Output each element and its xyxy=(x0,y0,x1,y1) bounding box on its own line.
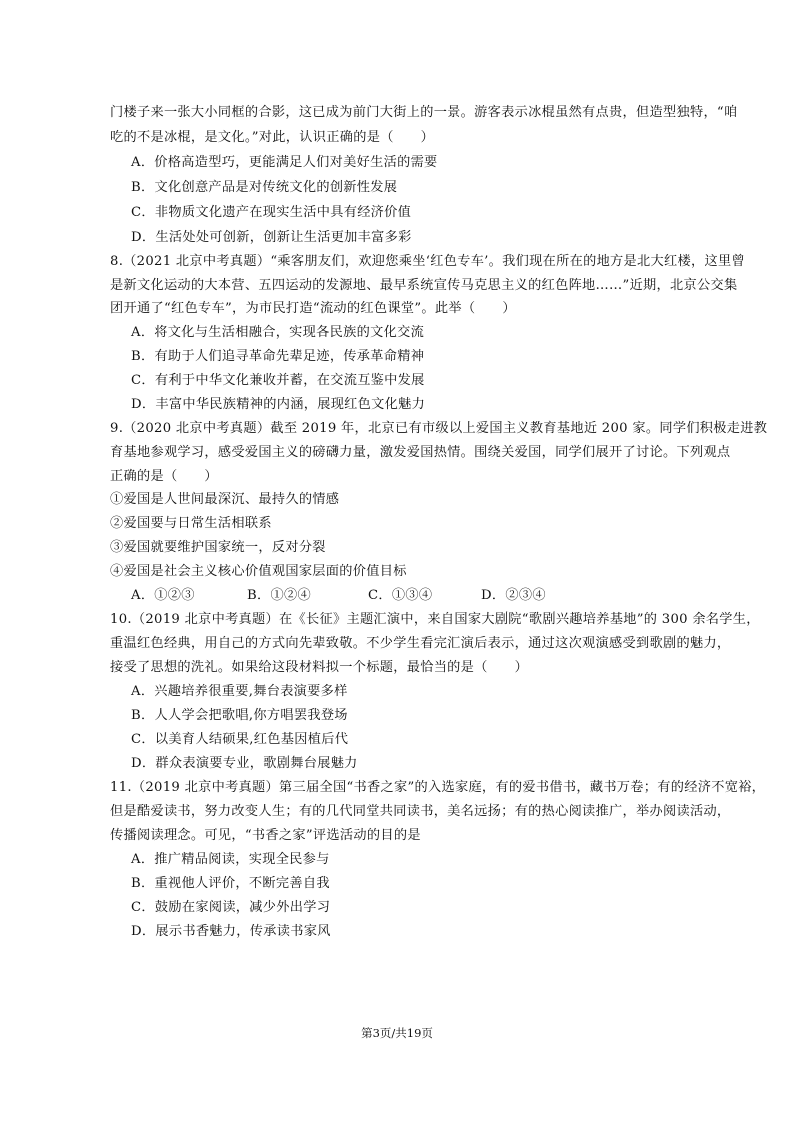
q9-item-3: ③爱国就要维护国家统一，反对分裂 xyxy=(110,540,326,555)
q9-item-4: ④爱国是社会主义核心价值观国家层面的价值目标 xyxy=(110,564,407,579)
q9-choice-c: C．①③④ xyxy=(368,588,433,603)
q8-option-b: B．有助于人们追寻革命先辈足迹，传承革命精神 xyxy=(131,349,425,364)
q9-choice-a: A．①②③ xyxy=(131,588,195,603)
q10-option-a: A．兴趣培养很重要,舞台表演要多样 xyxy=(131,684,348,699)
q11-stem-line-3: 传播阅读理念。可见，“书香之家”评选活动的目的是 xyxy=(110,828,421,843)
q11-option-b: B．重视他人评价，不断完善自我 xyxy=(131,876,330,891)
q7-option-d: D．生活处处可创新，创新让生活更加丰富多彩 xyxy=(131,230,412,245)
q9-stem-line-2: 育基地参观学习，感受爱国主义的磅礴力量，激发爱国热情。围绕关爱国，同学们展开了讨论。下列观点 xyxy=(110,445,731,460)
q9-item-2: ②爱国要与日常生活相联系 xyxy=(110,516,272,531)
q7-stem-line-1: 门楼子来一张大小同框的合影，这已成为前门大街上的一景。游客表示冰棍虽然有点贵，但造型独特，“咱 xyxy=(110,105,738,120)
q8-option-c: C．有利于中华文化兼收并蓄，在交流互鉴中发展 xyxy=(131,373,425,388)
q7-option-b: B．文化创意产品是对传统文化的创新性发展 xyxy=(131,180,398,195)
q8-stem-line-3: 团开通了“红色专车”，为市民打造“流动的红色课堂”。此举（ ） xyxy=(110,301,516,316)
q10-option-d: D．群众表演要专业，歌剧舞台展魅力 xyxy=(131,756,358,771)
page-number-footer: 第3页/共19页 xyxy=(361,1026,433,1040)
q10-option-b: B．人人学会把歌唱,你方唱罢我登场 xyxy=(131,708,348,723)
q10-stem-line-2: 重温红色经典，用自己的方式向先辈致敬。不少学生看完汇演后表示，通过这次观演感受到歌剧的魅力， xyxy=(110,636,731,651)
q7-stem-line-2: 吃的不是冰棍，是文化。”对此，认识正确的是（ ） xyxy=(110,130,435,145)
q9-stem-line-3: 正确的是（ ） xyxy=(110,469,218,484)
q11-stem-line-2: 但是酷爱读书，努力改变人生；有的几代同堂共同读书，美名远扬；有的热心阅读推广，举办阅读活动， xyxy=(110,804,731,819)
q10-stem-line-3: 接受了思想的洗礼。如果给这段材料拟一个标题，最恰当的是（ ） xyxy=(110,660,529,675)
q9-choice-b: B．①②④ xyxy=(247,588,311,603)
q8-option-d: D．丰富中华民族精神的内涵，展现红色文化魅力 xyxy=(131,397,426,412)
q11-option-c: C．鼓励在家阅读，减少外出学习 xyxy=(131,900,331,915)
q11-stem-line-1: 11.（2019 北京中考真题）第三届全国“书香之家”的入选家庭，有的爱书借书，藏书万卷；有的经济不宽裕， xyxy=(110,780,766,795)
q9-choice-d: D．②③④ xyxy=(481,588,546,603)
q11-option-d: D．展示书香魅力，传承读书家风 xyxy=(131,924,331,939)
q8-option-a: A．将文化与生活相融合，实现各民族的文化交流 xyxy=(131,325,425,340)
q8-stem-line-1: 8.（2021 北京中考真题）“乘客朋友们，欢迎您乘坐‘红色专车’。我们现在所在的地方是北大红楼，这里曾 xyxy=(110,254,745,269)
q10-option-c: C．以美育人结硕果,红色基因植后代 xyxy=(131,732,349,747)
q9-item-1: ①爱国是人世间最深沉、最持久的情感 xyxy=(110,492,340,507)
q7-option-c: C．非物质文化遗产在现实生活中具有经济价值 xyxy=(131,205,412,220)
q7-option-a: A．价格高造型巧，更能满足人们对美好生活的需要 xyxy=(131,155,438,170)
q10-stem-line-1: 10.（2019 北京中考真题）在《长征》主题汇演中，来自国家大剧院“歌剧兴趣培养基地”的 300 余名学生， xyxy=(110,612,760,627)
q9-stem-line-1: 9.（2020 北京中考真题）截至 2019 年，北京已有市级以上爱国主义教育基地近 200 家。同学们积极走进教 xyxy=(110,421,768,436)
q8-stem-line-2: 是新文化运动的大本营、五四运动的发源地、最早系统宣传马克思主义的红色阵地……”近期，北京公交集 xyxy=(110,278,738,293)
q11-option-a: A．推广精品阅读，实现全民参与 xyxy=(131,852,330,867)
